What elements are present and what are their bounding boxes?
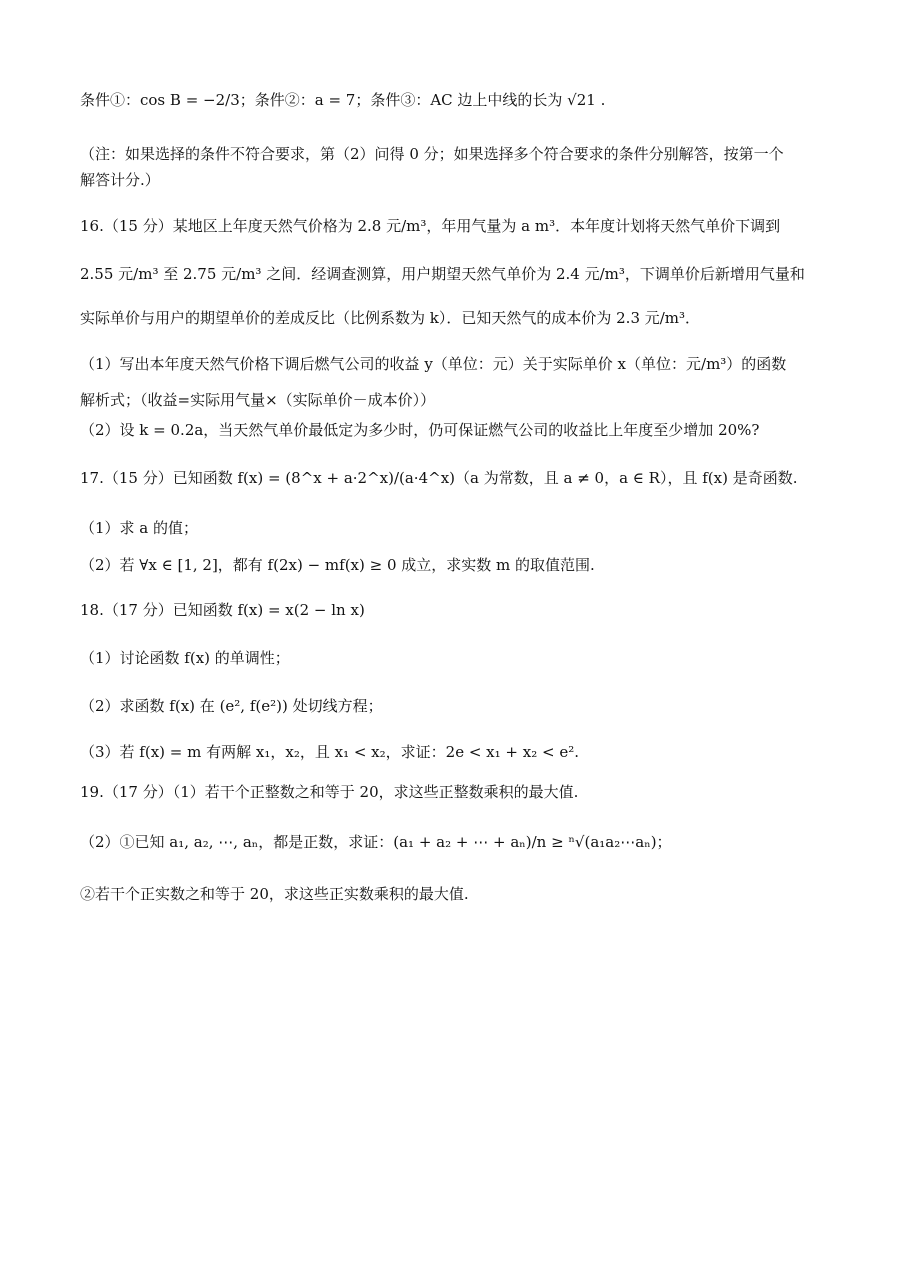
- q16-part1-line-2: [80, 388, 435, 412]
- q18-part3-text: （3）若 f(x) = m 有两解 x₁，x₂，且 x₁ < x₂，求证：2e < x₁ + x₂ < e².: [80, 743, 579, 761]
- q17-text: 17.（15 分）已知函数 f(x) = (8^x + a·2^x)/(a·4^x)（a 为常数，且 a ≠ 0，a ∈ R），且 f(x) 是奇函数.: [80, 469, 798, 487]
- q18-part2-line: [80, 694, 383, 718]
- q16-part1-text-2: 解析式；（收益=实际用气量×（实际单价－成本价））: [80, 391, 436, 409]
- q19-line: [80, 780, 578, 804]
- q16-part2-line: [80, 418, 759, 442]
- q16-line-3: [80, 306, 700, 330]
- q16-part1-line-1: [80, 352, 786, 376]
- q18-part1-text: （1）讨论函数 f(x) 的单调性；: [80, 649, 290, 667]
- q19-text: 19.（17 分）（1）若干个正整数之和等于 20，求这些正整数乘积的最大值.: [80, 783, 579, 801]
- q18-part1-line: [80, 646, 290, 670]
- q16-text-1: 16.（15 分）某地区上年度天然气价格为 2.8 元/m³，年用气量为 a m³．本年度计划将天然气单价下调到: [80, 217, 781, 235]
- q19-part2-text: （2）①已知 a₁, a₂, ⋯, aₙ，都是正数，求证：(a₁ + a₂ + ⋯ + aₙ)/n ≥ ⁿ√(a₁a₂⋯aₙ)；: [80, 833, 672, 851]
- q19-part3-line: [80, 882, 469, 906]
- q18-line: [80, 598, 365, 622]
- q18-text: 18.（17 分）已知函数 f(x) = x(2 − ln x): [80, 601, 365, 619]
- q16-line-1: [80, 214, 780, 238]
- conditions-line: [80, 88, 605, 112]
- q18-part2-text: （2）求函数 f(x) 在 (e², f(e²)) 处切线方程；: [80, 697, 383, 715]
- q17-part2-text: （2）若 ∀x ∈ [1, 2]，都有 f(2x) − mf(x) ≥ 0 成立，求实数 m 的取值范围.: [80, 556, 595, 574]
- q17-part2-line: [80, 553, 595, 577]
- q16-line-2: [80, 262, 805, 286]
- q19-part2-line: [80, 830, 672, 854]
- q18-part3-line: [80, 740, 579, 764]
- q16-text-3: 实际单价与用户的期望单价的差成反比（比例系数为 k）．已知天然气的成本价为 2.3 元/m³．: [80, 309, 701, 327]
- q16-part2-text: （2）设 k = 0.2a，当天然气单价最低定为多少时，仍可保证燃气公司的收益比上年度至少增加 20%?: [80, 421, 760, 439]
- q16-part1-text-1: （1）写出本年度天然气价格下调后燃气公司的收益 y（单位：元）关于实际单价 x（单位：元/m³）的函数: [80, 355, 787, 373]
- q17-part1-text: （1）求 a 的值；: [80, 519, 199, 537]
- note-line-1: [80, 142, 784, 166]
- note-line-2: [80, 168, 160, 192]
- q16-text-2: 2.55 元/m³ 至 2.75 元/m³ 之间．经调查测算，用户期望天然气单价为 2.4 元/m³，下调单价后新增用气量和: [80, 265, 805, 283]
- note-text-1: （注：如果选择的条件不符合要求，第（2）问得 0 分；如果选择多个符合要求的条件分别解答，按第一个: [80, 145, 784, 163]
- q17-part1-line: [80, 516, 198, 540]
- q19-part3-text: ②若干个正实数之和等于 20，求这些正实数乘积的最大值.: [80, 885, 469, 903]
- q17-line: [80, 466, 797, 490]
- note-text-2: 解答计分.）: [80, 171, 160, 189]
- conditions-text: 条件①：cos B = −2/3；条件②：a = 7；条件③：AC 边上中线的长为 √21 .: [80, 91, 606, 109]
